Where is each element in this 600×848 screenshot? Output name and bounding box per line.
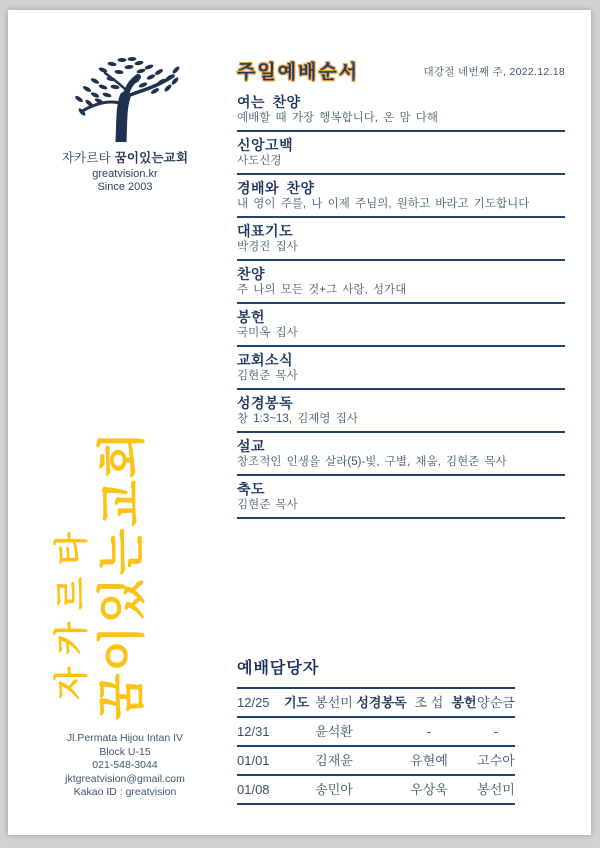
- church-name-main: 꿈이있는교회: [114, 151, 189, 165]
- contact-line: jktgreatvision@gmail.com: [65, 772, 185, 785]
- roster-name: 봉선미: [315, 695, 353, 710]
- contact-line: Jl.Permata Hijou Intan IV: [66, 732, 184, 744]
- order-item-title: 찬양: [237, 266, 266, 282]
- order-item-detail: 김현준 목사: [237, 370, 298, 382]
- roster-name: -: [493, 724, 499, 739]
- roster-row: [237, 746, 515, 775]
- church-name: [35, 148, 215, 166]
- roster-date: 01/08: [237, 782, 270, 797]
- page-title: 주일예배순서: [237, 62, 360, 83]
- roster-date: 12/25: [237, 695, 270, 710]
- bulletin-page: [8, 10, 591, 835]
- roster-column-label: [451, 717, 477, 746]
- order-item-title: 성경봉독: [237, 395, 294, 411]
- roster-date: 01/01: [237, 753, 270, 768]
- roster-column-label: [281, 775, 312, 804]
- order-item-title: 여는 찬양: [237, 94, 301, 110]
- order-item-detail: 내 영이 주를, 나 이제 주님의, 원하고 바라고 기도합니다: [237, 198, 530, 210]
- order-item-detail: 예배할 때 가장 행복합니다, 온 맘 다해: [237, 112, 438, 124]
- roster-row: [237, 688, 515, 717]
- worship-order-header: [237, 57, 565, 83]
- contact-info: [35, 732, 215, 800]
- roster-name: 양순금: [477, 695, 515, 710]
- roster-column-label: [451, 746, 477, 775]
- roster-column-label: 성경봉독: [356, 695, 407, 710]
- roster-date: 12/31: [237, 724, 270, 739]
- roster-column-label: [451, 775, 477, 804]
- roster-column-label: 봉헌: [451, 695, 477, 710]
- service-date: 대강절 네번째 주, 2022.12.18: [423, 66, 565, 78]
- vertical-brand-city: 자카르타: [53, 520, 91, 700]
- tree-logo-icon: [69, 56, 181, 142]
- order-item-title: 축도: [237, 481, 266, 497]
- order-item-detail: 창 1:3~13, 김제영 집사: [237, 413, 358, 425]
- order-item-title: 경배와 찬양: [237, 180, 315, 196]
- roster-name: 유현예: [410, 753, 448, 768]
- worship-order-list: [237, 89, 565, 519]
- order-item-detail: 박경진 집사: [237, 241, 298, 253]
- roster-name: 우상욱: [410, 782, 448, 797]
- order-item: [237, 476, 565, 519]
- roster-name: -: [426, 724, 432, 739]
- order-item-detail: 주 나의 모든 것+그 사랑, 성가대: [237, 284, 407, 296]
- order-item: [237, 175, 565, 218]
- order-item-detail: 국미옥 집사: [237, 327, 298, 339]
- roster-name: 조 섭: [414, 695, 444, 710]
- order-item-title: 설교: [237, 438, 266, 454]
- order-item: [237, 261, 565, 304]
- order-item-title: 교회소식: [237, 352, 294, 368]
- vertical-brand-name: 꿈이있는교회: [96, 429, 149, 721]
- church-since: Since 2003: [97, 181, 153, 193]
- worship-order-section: [237, 57, 565, 519]
- roster-name: 김재윤: [315, 753, 353, 768]
- order-item: [237, 304, 565, 347]
- roster-title: 예배담당자: [237, 660, 320, 677]
- roster-column-label: [281, 746, 312, 775]
- roster-name: 윤석환: [315, 724, 353, 739]
- contact-line: Kakao ID : greatvision: [73, 786, 177, 798]
- vertical-brand-text: [55, 425, 185, 725]
- order-item: [237, 347, 565, 390]
- order-item-detail: 김현준 목사: [237, 499, 298, 511]
- contact-line: Block U-15: [99, 745, 151, 758]
- roster-table: [237, 687, 515, 805]
- church-name-city: 자카르타: [61, 151, 111, 165]
- roster-column-label: [281, 717, 312, 746]
- order-item-title: 대표기도: [237, 223, 294, 239]
- roster-row: [237, 775, 515, 804]
- roster-name: 봉선미: [477, 782, 515, 797]
- roster-row: [237, 717, 515, 746]
- roster-column-label: 기도: [283, 695, 310, 710]
- order-item-detail: 사도신경: [237, 155, 282, 167]
- roster-name: 고수아: [477, 753, 515, 768]
- contact-line: 021-548-3044: [92, 759, 158, 771]
- roster-name: 송민아: [315, 782, 353, 797]
- order-item-detail: 창조적인 인생을 살라(5)-빛, 구별, 채움, 김현준 목사: [237, 456, 507, 468]
- order-item: [237, 433, 565, 476]
- roster-column-label: [356, 746, 407, 775]
- order-item: [237, 132, 565, 175]
- roster-column-label: [356, 775, 407, 804]
- order-item: [237, 89, 565, 132]
- order-item: [237, 218, 565, 261]
- church-website: greatvision.kr: [92, 168, 158, 180]
- church-logo-block: [35, 56, 215, 193]
- duty-roster-section: [237, 655, 517, 805]
- order-item: [237, 390, 565, 433]
- order-item-title: 봉헌: [237, 309, 266, 325]
- roster-column-label: [356, 717, 407, 746]
- order-item-title: 신앙고백: [237, 137, 294, 153]
